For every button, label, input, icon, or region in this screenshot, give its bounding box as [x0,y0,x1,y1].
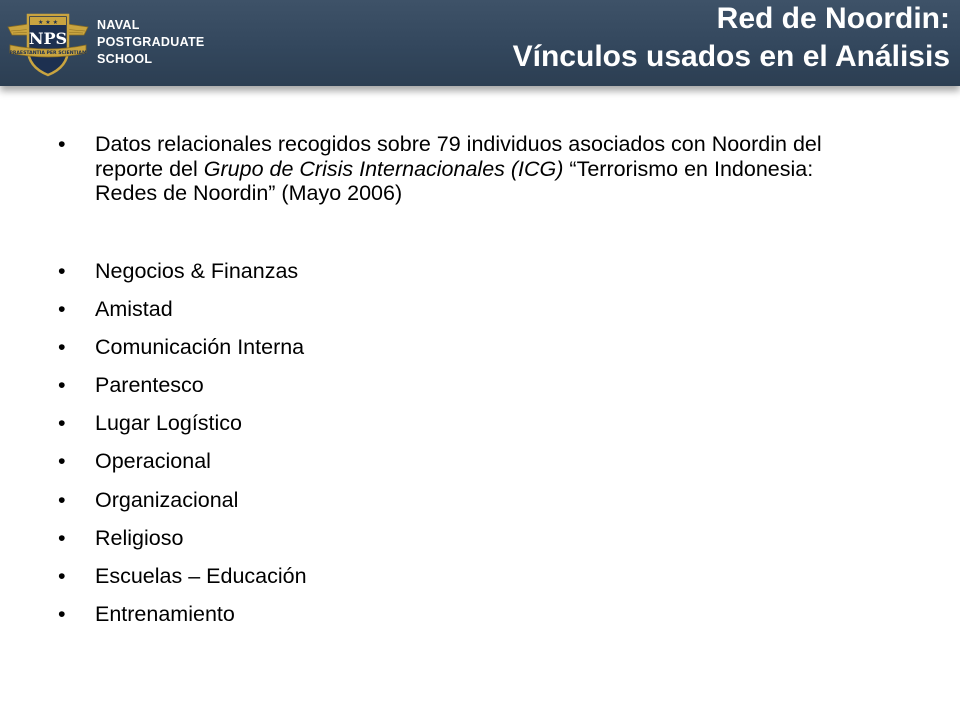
bullet-icon: • [58,487,66,512]
list-item-text: Parentesco [95,373,204,398]
list-item [58,488,918,513]
bullet-icon: • [58,296,66,321]
intro-bullet [58,132,865,206]
logo-motto: PRAESTANTIA PER SCIENTIAM [9,51,87,56]
svg-text:★ ★ ★: ★ ★ ★ [38,19,58,26]
list-item-text: Comunicación Interna [95,334,305,359]
bullet-icon: • [58,132,66,156]
list-item [58,297,918,322]
list-item [58,564,918,589]
bullet-icon: • [58,449,66,474]
list-item [58,411,918,436]
bullet-icon: • [58,373,66,398]
slide-title-line-1: Red de Noordin: [716,2,950,35]
list-item [58,373,918,398]
intro-text-part1: Datos relacionales recogidos sobre 79 individuos asociados con Noordin del reporte del [95,132,822,181]
list-item-text: Lugar Logístico [95,411,243,436]
bullet-icon: • [58,258,66,283]
bullet-icon: • [58,564,66,588]
school-name-line: SCHOOL [97,52,153,66]
bullet-icon: • [58,602,66,627]
bullet-icon: • [58,411,66,436]
school-name-line: POSTGRADUATE [97,35,205,49]
intro-text-italic: Grupo de Crisis Internacionales (ICG) [203,156,564,181]
list-item-text: Amistad [95,296,173,321]
bullet-list [58,132,918,627]
list-item [58,526,918,551]
list-item-text: Religioso [95,525,184,550]
header-banner [0,0,960,86]
slide-title-line-2: Vínculos usados en el Análisis [512,40,950,73]
logo-text: NPS [28,29,68,48]
slide-body [58,132,918,640]
bullet-icon: • [58,525,66,550]
slide-title [513,0,950,76]
list-item [58,335,918,360]
list-item [58,602,918,627]
school-name-line: NAVAL [97,18,140,32]
bullet-icon: • [58,334,66,359]
school-name [97,17,205,68]
nps-shield-logo [6,5,90,79]
list-item [58,449,918,474]
list-item-text: Organizacional [95,487,239,512]
list-item-text: Operacional [95,449,211,474]
list-item [58,259,918,284]
list-item-text: Escuelas – Educación [95,564,307,588]
intro-text-part2: “Terrorismo en Indonesia: Redes de Noordin” (Mayo 2006) [95,156,814,205]
list-item-text: Negocios & Finanzas [95,258,299,283]
list-item-text: Entrenamiento [95,602,235,627]
